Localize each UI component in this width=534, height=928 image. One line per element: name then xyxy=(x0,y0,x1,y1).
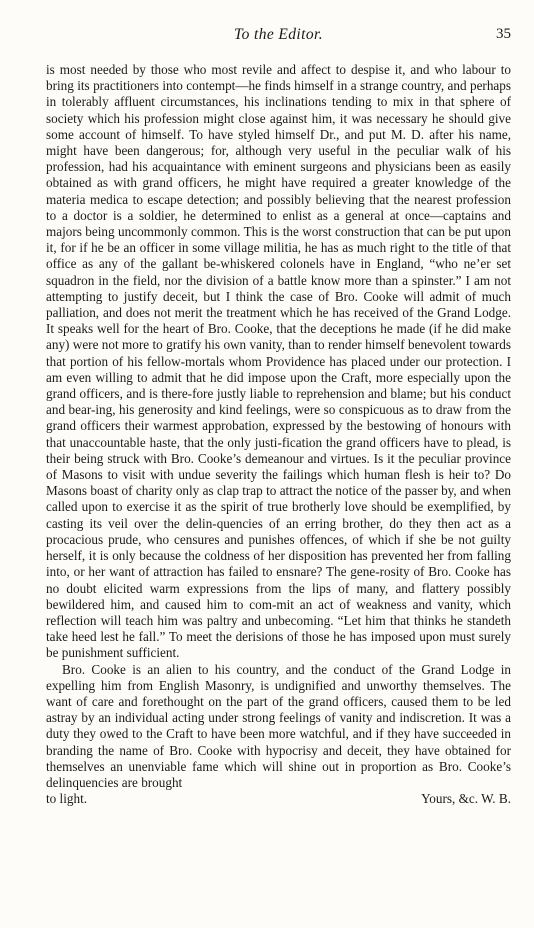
signature: Yours, &c. W. B. xyxy=(421,791,511,807)
paragraph-1: is most needed by those who most revile and affect to despise it, and who labour to bring its practitioners into contempt—he finds himself in a strange country, and perhaps in tolerably affluent circumstances, his inclinations tending to mix in that sphere of society which his profession might close against him, it was necessary he should give some account of himself. To have styled himself Dr., and put M. D. after his name, might have been dangerous; for, although very useful in the peculiar walk of his profession, had his acquaintance with eminent surgeons and physicians been as easily obtained as with grand officers, he might have required a greater knowledge of the materia medica to escape detection; and possibly believing that the nearest profession to a doctor is a soldier, he determined to enlist as a general at once—captains and majors being uncommonly common. This is the worst construction that can be put upon it, for if he be an officer in some village militia, he has as much right to the title of that office as any of the gallant be-whiskered colonels have in England, “who ne’er set squadron in the field, nor the division of a battle know more than a spinster.” I am not attempting to justify deceit, but I think the case of Bro. Cooke will admit of much palliation, and does not merit the treatment which he has received of the Grand Lodge. It speaks well for the heart of Bro. Cooke, that the deceptions he made (if he did make any) were not more to gratify his own vanity, than to render himself benevolent towards that portion of his fellow-mortals whom Providence has placed under our protection. I am even willing to admit that he did impose upon the Craft, more especially upon the grand officers, and is there-fore justly liable to reprehension and blame; but his conduct and bear-ing, his generosity and kind feelings, were so conspicuous as to draw from the grand officers their warmest approbation, expressed by the bestowing of honours with that unaccountable haste, that the only justi-fication the grand officers have to plead, is their being struck with Bro. Cooke’s demeanour and virtues. Is it the peculiar province of Masons to visit with undue severity the failings which human flesh is heir to? Do Masons boast of charity only as clap trap to attract the notice of the passer by, and when called upon to exercise it as the spirit of true brotherly love should be exemplified, by casting its veil over the delin-quencies of an erring brother, do they then act as a procacious prude, who censures and punishes offences, of which if she be not guilty herself, it is only because the coldness of her disposition has prevented her from falling into, or her want of attraction has failed to ensnare? The gene-rosity of Bro. Cooke has no doubt elicited warm expressions from the lips of many, and flattery possibly bewildered him, and caused him to com-mit an act of weakness and vanity, which reflection will teach him was paltry and unbecoming. “Let him that thinks he standeth take heed lest he fall.” To meet the derisions of those he has imposed upon must surely be punishment sufficient. xyxy=(46,62,511,661)
page xyxy=(46,26,511,807)
closing-text: to light. xyxy=(46,791,88,807)
letter-body xyxy=(46,62,511,807)
running-title: To the Editor. xyxy=(233,26,323,43)
running-head xyxy=(46,26,511,48)
page-number: 35 xyxy=(496,26,511,42)
signoff-line xyxy=(46,791,511,807)
paragraph-2: Bro. Cooke is an alien to his country, and the conduct of the Grand Lodge in expelling him from English Masonry, is undignified and unworthy themselves. The want of care and forethought on the part of the grand officers, caused them to be led astray by an individual acting under strong feelings of vanity and indiscretion. It was a duty they owed to the Craft to have been more watchful, and if they have succeeded in branding the name of Bro. Cooke with hypocrisy and deceit, they have obtained for themselves an unenviable fame which will shine out in proportion as Bro. Cooke’s delinquencies are brought xyxy=(46,661,511,790)
